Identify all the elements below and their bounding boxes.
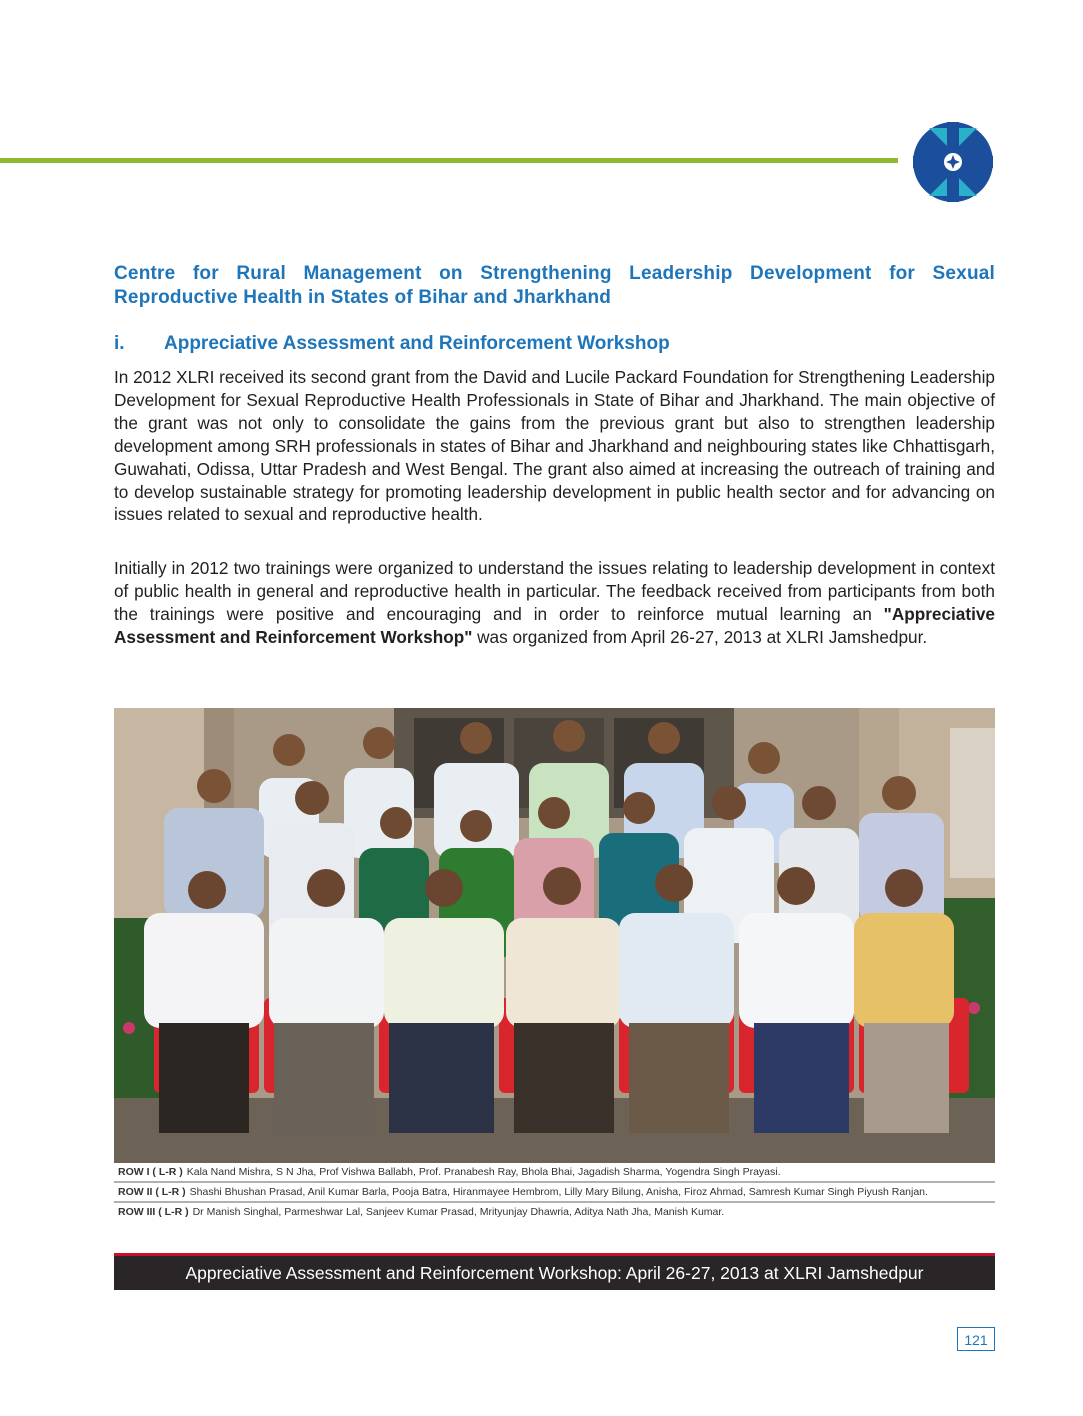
section-title: Appreciative Assessment and Reinforcement Workshop	[164, 333, 670, 354]
section-heading	[114, 332, 995, 356]
photo-credits	[114, 1163, 995, 1256]
credit-row-tag: ROW III ( L-R )	[118, 1206, 189, 1218]
workshop-name-bold: "Appreciative Assessment and Reinforcement Workshop"	[114, 603, 995, 647]
credit-row-names: Kala Nand Mishra, S N Jha, Prof Vishwa Ballabh, Prof. Pranabesh Ray, Bhola Bhai, Jagadish Sharma, Yogendra Singh Prayasi.	[186, 1166, 781, 1178]
page-number: 121	[957, 1327, 995, 1351]
paragraph-2-text-end: was organized from April 26-27, 2013 at XLRI Jamshedpur.	[472, 626, 928, 647]
credit-row-2	[114, 1183, 995, 1203]
page-heading: Centre for Rural Management on Strengthening Leadership Development for Sexual Reproductive Health in States of Bihar and Jharkhand	[114, 263, 995, 308]
header-green-rule	[0, 158, 898, 163]
credit-row-3	[114, 1203, 995, 1221]
section-number: i.	[114, 333, 125, 354]
photo-caption: Appreciative Assessment and Reinforcement Workshop: April 26-27, 2013 at XLRI Jamshedpur	[114, 1256, 995, 1290]
body-paragraph-1: In 2012 XLRI received its second grant from the David and Lucile Packard Foundation for Strengthening Leadership Development for Sexual Reproductive Health Professionals in State of Bihar and Jharkhand. The main objective of the grant was not only to consolidate the gains from the previous grant but also to strengthen leadership development among SRH professionals in states of Bihar and Jharkhand and neighbouring states like Chhattisgarh, Guwahati, Odissa, Uttar Pradesh and West Bengal. The grant also aimed at increasing the outreach of training and to develop sustainable strategy for promoting leadership development in public health sector and for advancing on issues related to sexual and reproductive health.	[114, 367, 995, 525]
group-photo-image	[114, 708, 995, 1163]
credit-row-names: Shashi Bhushan Prasad, Anil Kumar Barla, Pooja Batra, Hiranmayee Hembrom, Lilly Mary Bilung, Anisha, Firoz Ahmad, Samresh Kumar Singh Piyush Ranjan.	[189, 1186, 928, 1198]
credit-row-1	[114, 1163, 995, 1183]
credit-row-tag: ROW II ( L-R )	[118, 1186, 186, 1198]
organization-logo-icon	[909, 118, 997, 206]
paragraph-2-text-start: Initially in 2012 two trainings were organized to understand the issues relating to leadership development in context of public health in general and reproductive health in particular. The feedback received from participants from both the trainings were positive and encouraging and in order to reinforce mutual learning an	[114, 558, 995, 624]
body-paragraph-2	[114, 557, 995, 649]
credit-row-tag: ROW I ( L-R )	[118, 1166, 183, 1178]
group-photo	[114, 708, 995, 1163]
credit-row-names: Dr Manish Singhal, Parmeshwar Lal, Sanjeev Kumar Prasad, Mrityunjay Dhawria, Aditya Nath Jha, Manish Kumar.	[192, 1206, 725, 1218]
